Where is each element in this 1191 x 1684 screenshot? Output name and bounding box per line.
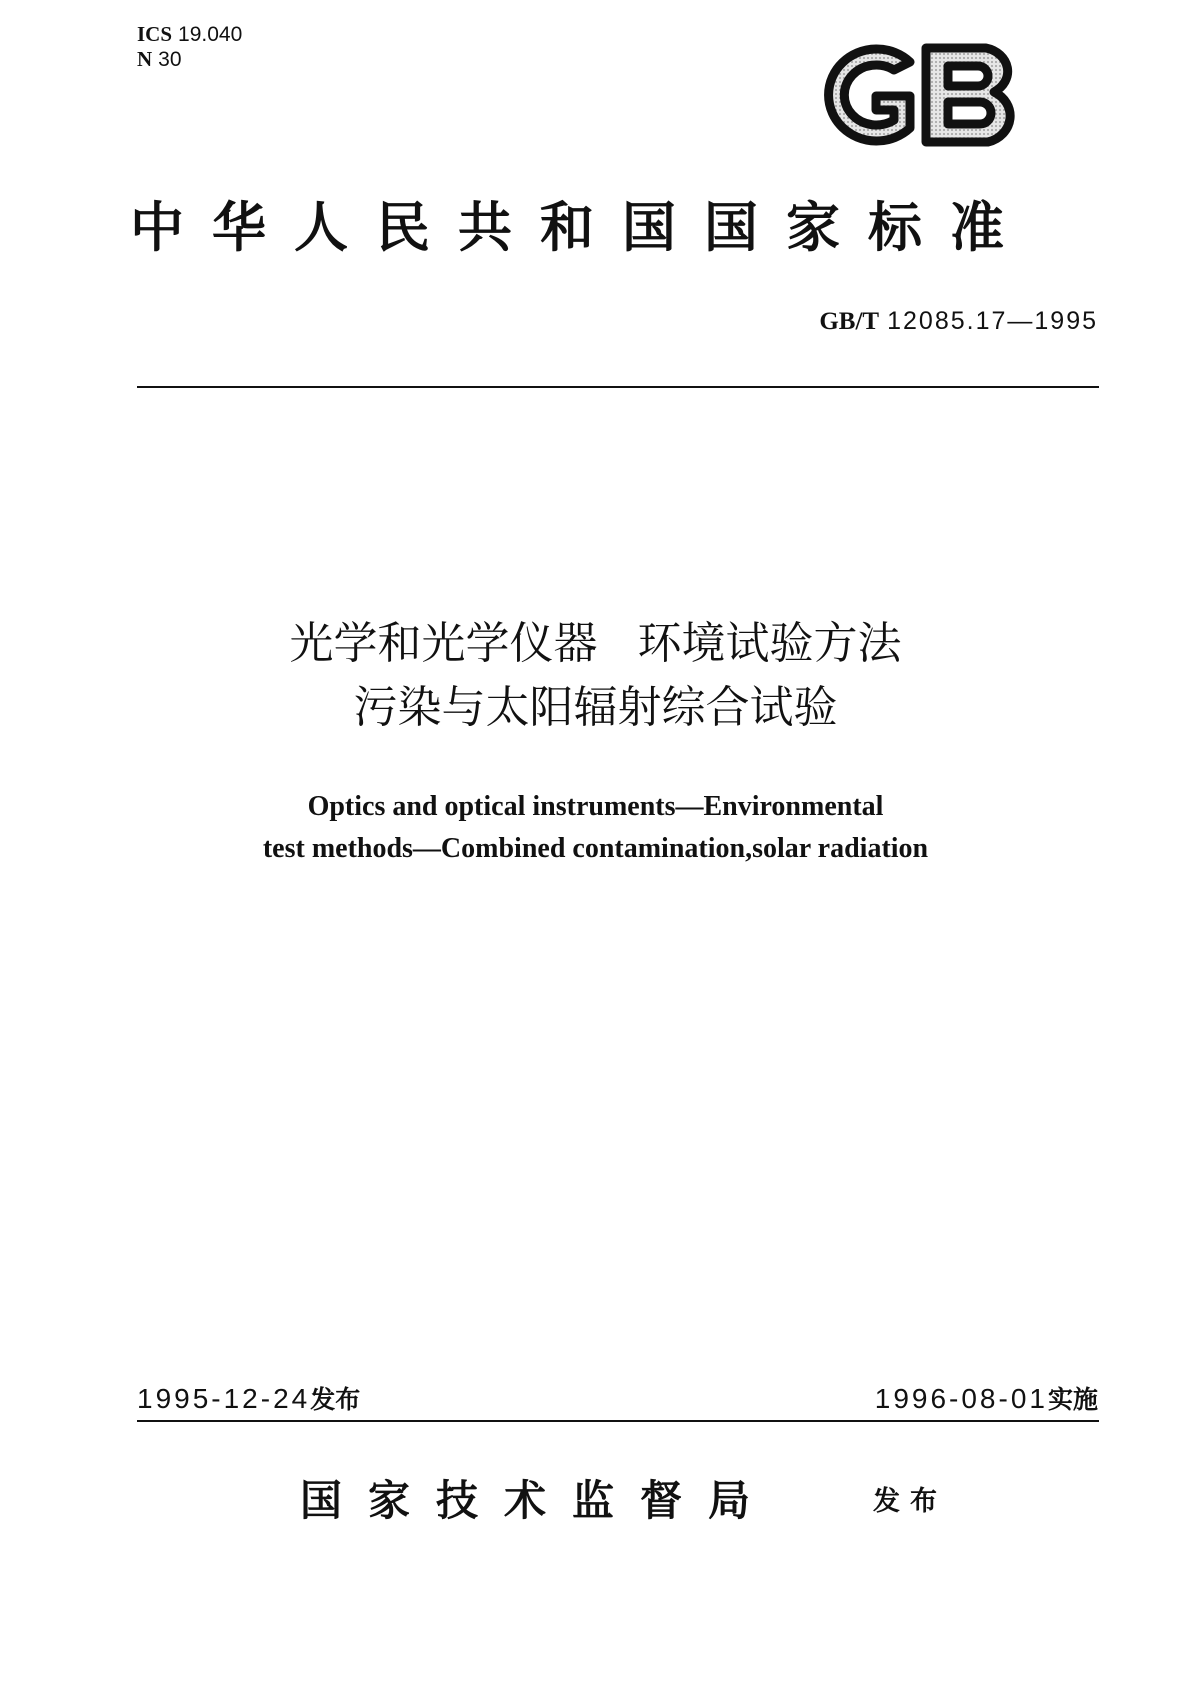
chinese-title-part-2: 环境试验方法 bbox=[637, 618, 902, 669]
top-divider bbox=[137, 386, 1099, 388]
issue-date-label: 发布 bbox=[310, 1385, 361, 1414]
implementation-date bbox=[875, 1382, 1098, 1417]
chinese-title-part-1: 光学和光学仪器 bbox=[289, 618, 598, 669]
ccs-label: N bbox=[137, 47, 153, 71]
gb-logo bbox=[818, 40, 1028, 150]
classification-block bbox=[137, 22, 242, 72]
standard-prefix: GB/T bbox=[819, 308, 880, 335]
implementation-date-label: 实施 bbox=[1047, 1385, 1098, 1414]
issue-date-value: 1995-12-24 bbox=[137, 1383, 311, 1414]
ccs-value: 30 bbox=[158, 48, 182, 71]
chinese-title-line-1 bbox=[0, 612, 1191, 676]
implementation-date-value: 1996-08-01 bbox=[874, 1383, 1048, 1414]
ics-value: 19.040 bbox=[178, 23, 243, 46]
ics-label: ICS bbox=[137, 22, 173, 46]
issue-date bbox=[137, 1382, 360, 1417]
ccs-row bbox=[137, 47, 242, 72]
english-title-line-2: test methods—Combined contamination,solar radiation bbox=[262, 833, 929, 864]
standard-code: 12085.17—1995 bbox=[887, 307, 1098, 335]
issuing-authority: 国家技术监督局 bbox=[300, 1476, 777, 1525]
english-title-line-1: Optics and optical instruments—Environmental bbox=[307, 791, 884, 822]
chinese-title bbox=[0, 612, 1191, 740]
chinese-title-line-2: 污染与太阳辐射综合试验 bbox=[353, 682, 838, 733]
english-title bbox=[0, 786, 1191, 870]
standard-number bbox=[819, 305, 1098, 338]
ics-row bbox=[137, 22, 242, 47]
issuing-action: 发布 bbox=[873, 1486, 947, 1517]
national-standard-heading: 中华人民共和国国家标准 bbox=[130, 196, 1032, 259]
bottom-divider bbox=[137, 1420, 1099, 1422]
